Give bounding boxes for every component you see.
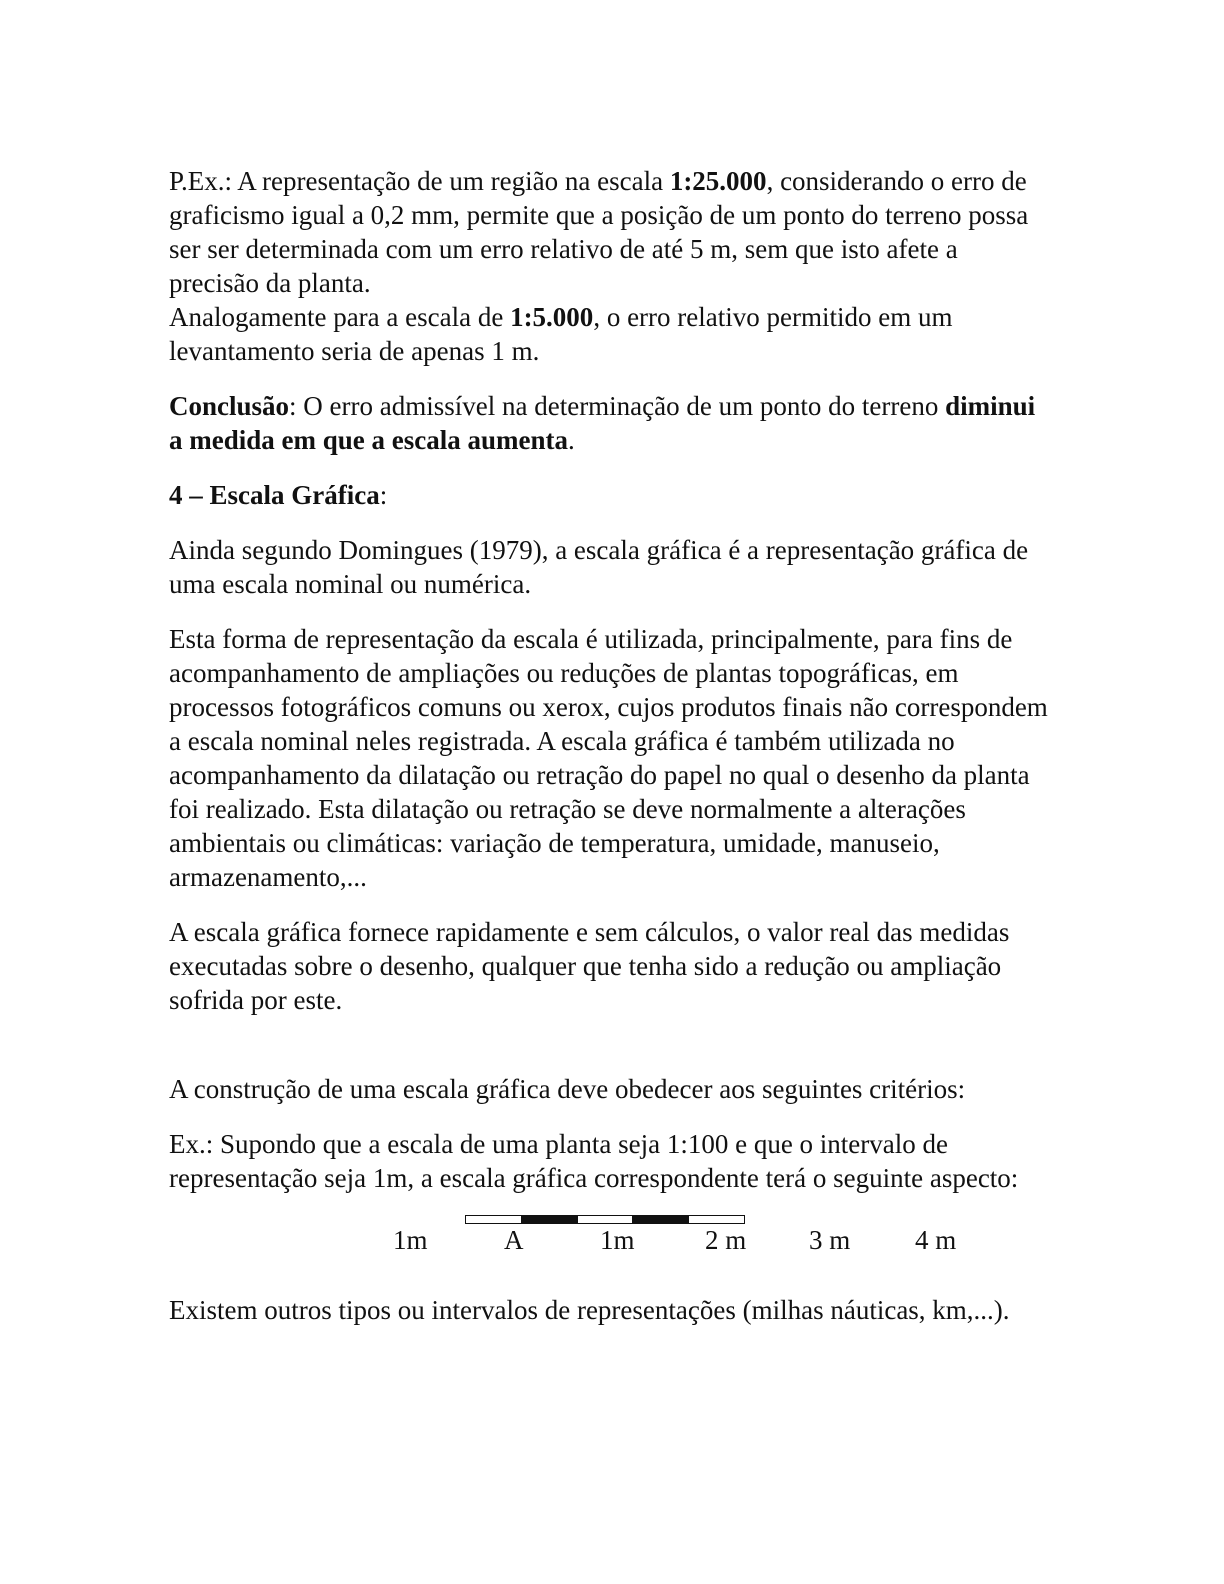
scale-label: A xyxy=(504,1225,524,1255)
scale-label: 1m xyxy=(600,1225,635,1255)
scale-label: 2 m xyxy=(705,1225,747,1255)
paragraph-definition: Ainda segundo Domingues (1979), a escala gráfica é a representação gráfica de uma escala nominal ou numérica. xyxy=(169,535,1029,599)
scale-5000: 1:5.000 xyxy=(510,302,594,332)
scale-segment xyxy=(689,1216,744,1223)
paragraph-advantage: A escala gráfica fornece rapidamente e sem cálculos, o valor real das medidas executadas sobre o desenho, qualquer que tenha sido a redução ou ampliação sofrida por este. xyxy=(169,917,1010,1015)
scale-segment xyxy=(466,1216,522,1223)
graphic-scale xyxy=(169,1215,1049,1285)
conclusion-label: Conclusão xyxy=(169,391,290,421)
scale-segment xyxy=(578,1216,634,1223)
scale-label: 1m xyxy=(393,1225,428,1255)
section-heading: 4 – Escala Gráfica: xyxy=(169,480,388,510)
conclusion-emphasis: diminui a medida em que a escala aumenta xyxy=(169,391,1036,455)
scale-25000: 1:25.000 xyxy=(669,166,767,196)
scale-label: 3 m xyxy=(809,1225,851,1255)
scale-segment xyxy=(522,1216,578,1223)
scale-segment xyxy=(633,1216,689,1223)
paragraph-conclusion: Conclusão: O erro admissível na determinação de um ponto do terreno diminui a medida em que a escala aumenta. xyxy=(169,391,1036,455)
paragraph-example-25000: P.Ex.: A representação de um região na escala 1:25.000, considerando o erro de graficismo igual a 0,2 mm, permite que a posição de um ponto do terreno possa ser ser determinada com um erro relativo de até 5 m, sem que isto afete a precisão da planta. xyxy=(169,166,1029,298)
document-body xyxy=(169,164,1049,1327)
paragraph-example-5000: Analogamente para a escala de 1:5.000, o erro relativo permitido em um levantamento seria de apenas 1 m. xyxy=(169,302,953,366)
scale-label: 4 m xyxy=(915,1225,957,1255)
paragraph-usage: Esta forma de representação da escala é utilizada, principalmente, para fins de acompanhamento de ampliações ou reduções de plantas topográficas, em processos fotográficos comuns ou xerox, cujos produtos finais não correspondem a escala nominal neles registrada. A escala gráfica é também utilizada no acompanhamento da dilatação ou retração do papel no qual o desenho da planta foi realizado. Esta dilatação ou retração se deve normalmente a alterações ambientais ou climáticas: variação de temperatura, umidade, manuseio, armazenamento,... xyxy=(169,624,1048,892)
paragraph-criteria: A construção de uma escala gráfica deve obedecer aos seguintes critérios: xyxy=(169,1074,966,1104)
paragraph-example-scale: Ex.: Supondo que a escala de uma planta seja 1:100 e que o intervalo de representação seja 1m, a escala gráfica correspondente terá o seguinte aspecto: xyxy=(169,1129,1019,1193)
paragraph-other-intervals: Existem outros tipos ou intervalos de representações (milhas náuticas, km,...). xyxy=(169,1295,1010,1325)
